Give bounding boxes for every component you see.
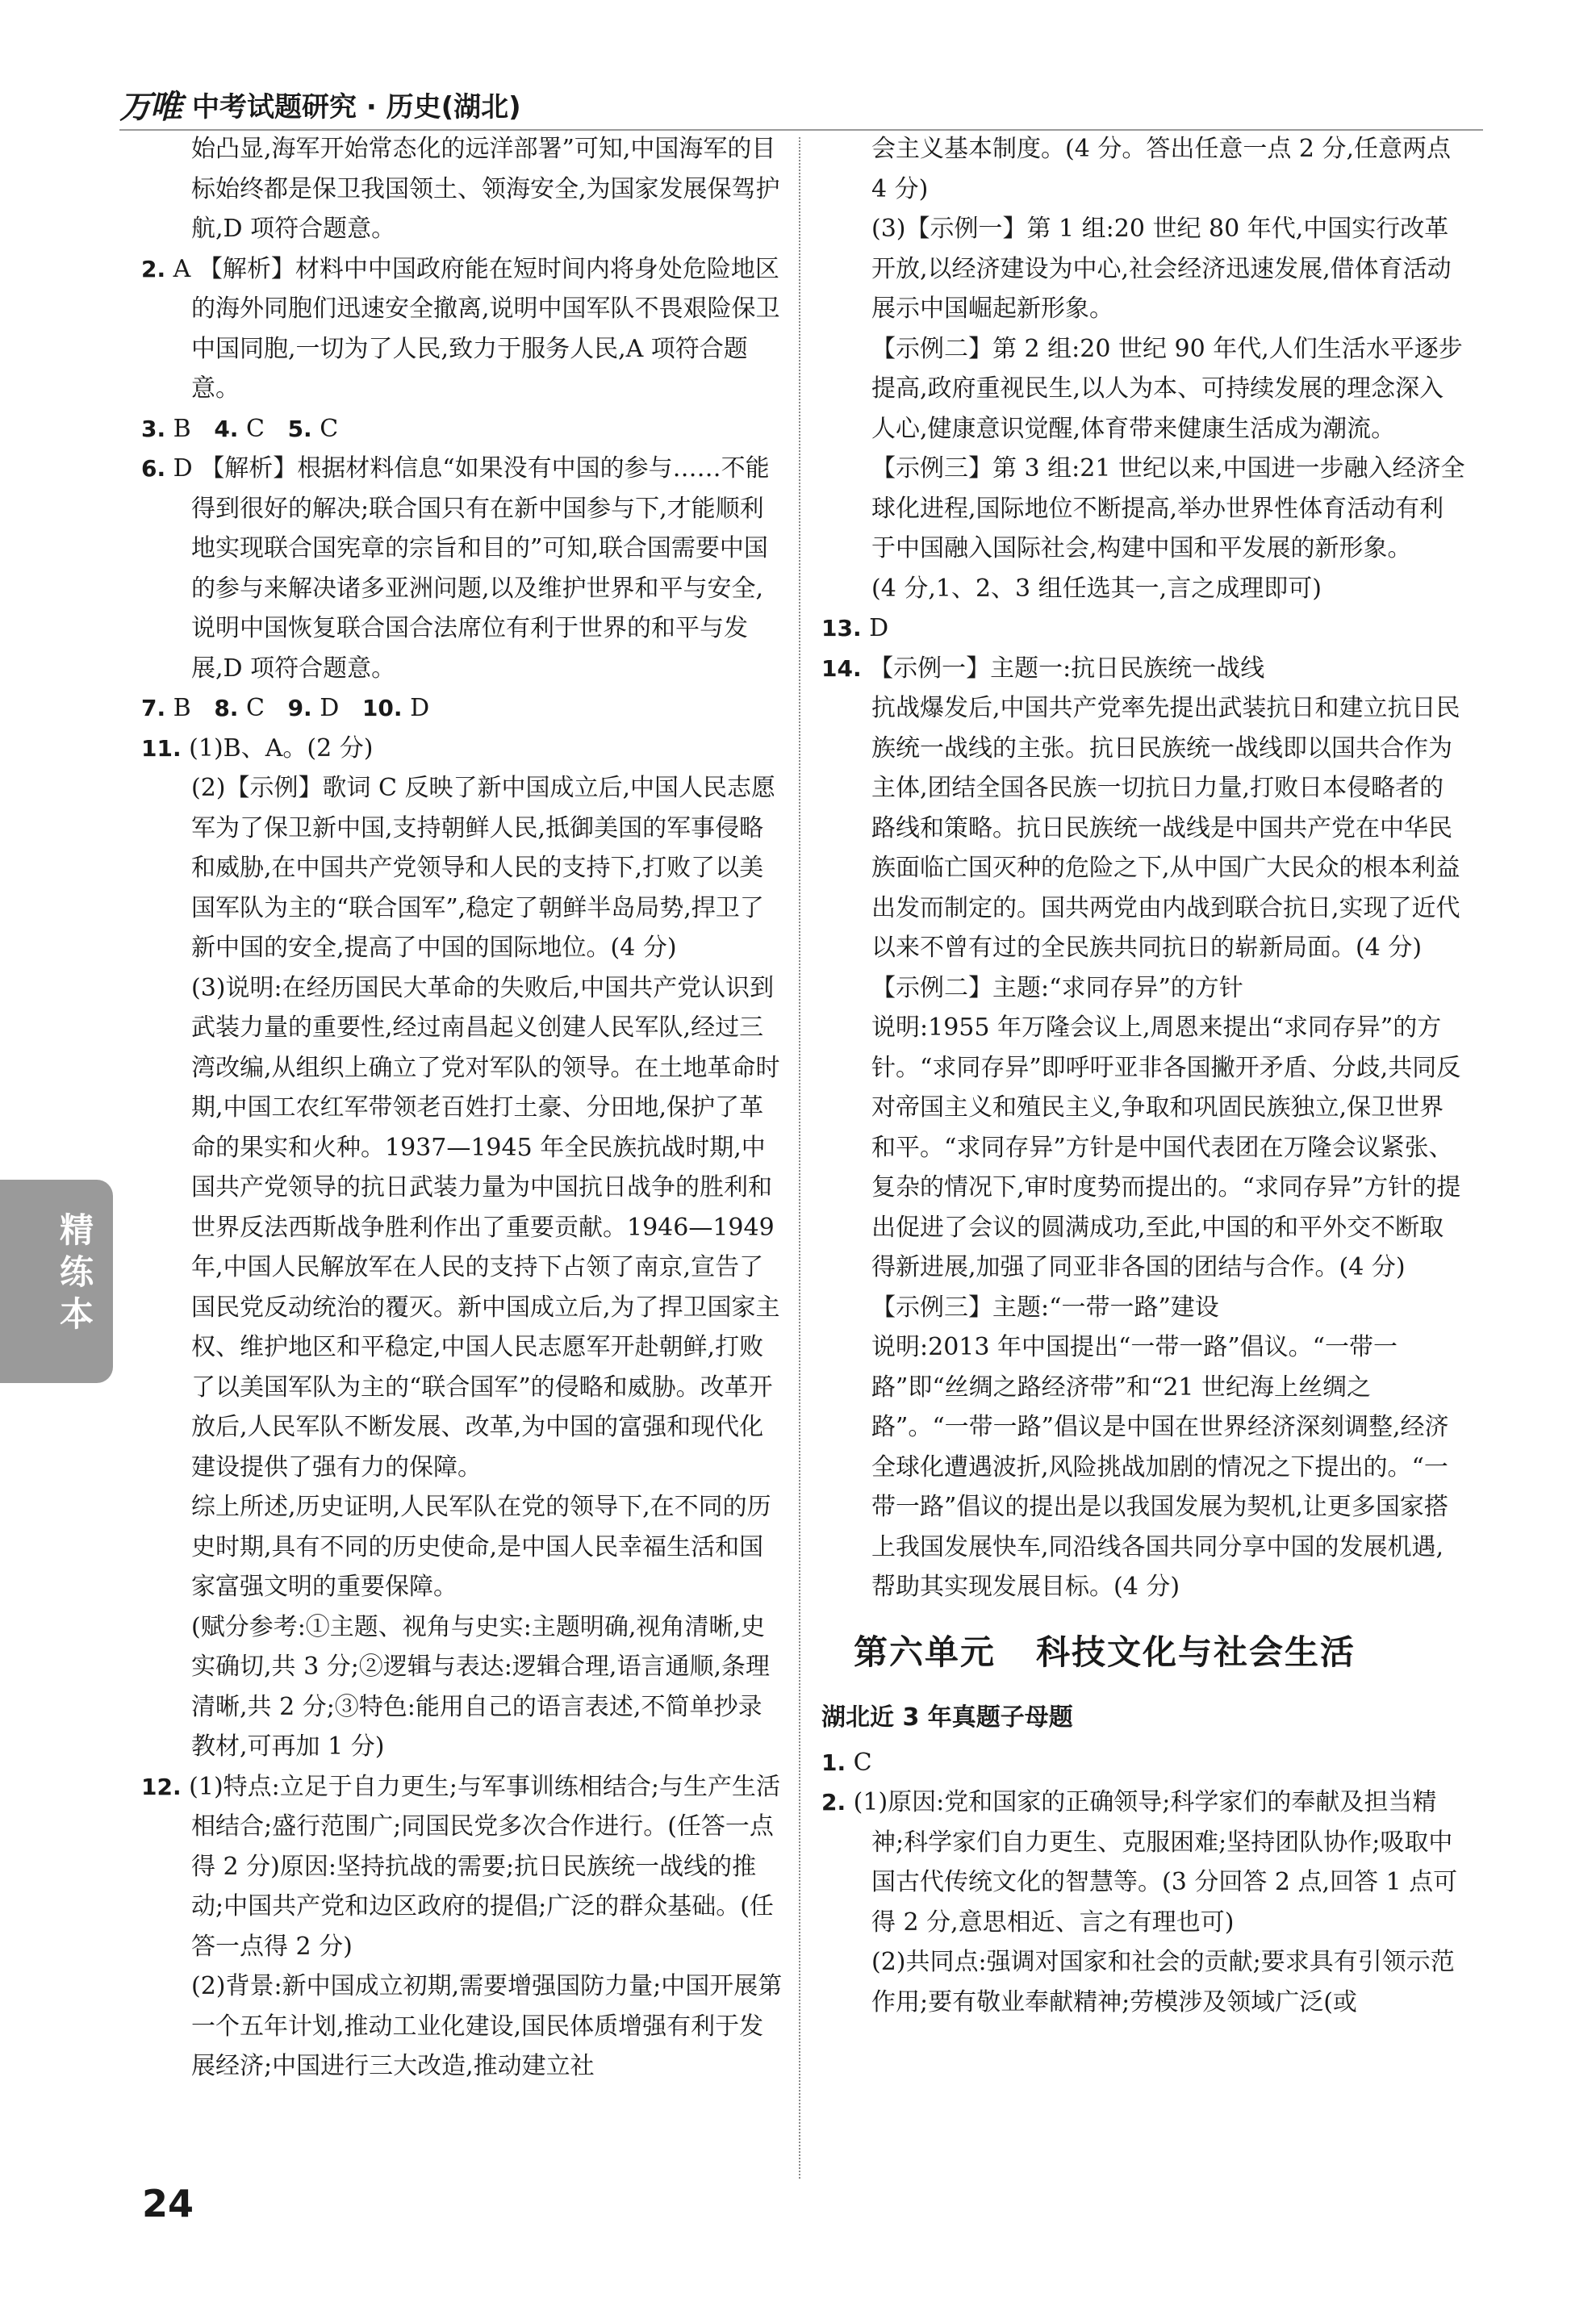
unit6-answer-item-2-part-1 [821,1782,1467,1942]
answer-item-11-part-2: (2)【示例】歌词 C 反映了新中国成立后,中国人民志愿军为了保卫新中国,支持朝鲜人民,抵御美国的军事侵略和威胁,在中国共产党领导和人民的支持下,打败了以美国军队为主的“联合国军”,稳定了朝鲜半岛局势,捍卫了新中国的安全,提高了中国的国际地位。(4 分) [191,774,776,962]
question-number: 14. [821,654,862,682]
page-number: 24 [142,2182,194,2225]
column-divider [799,137,800,2179]
section-subheading: 湖北近 3 年真题子母题 [821,1703,1073,1732]
unit6-answer-item-2-part-2: (2)共同点:强调对国家和社会的贡献;要求具有引领示范作用;要有敬业奉献精神;劳模涉及领域广泛(或 [871,1948,1455,2016]
answer-text: A 【解析】材料中中国政府能在短时间内将身处危险地区的海外同胞们迅速安全撤离,说明中国军队不畏艰险保卫中国同胞,一切为了人民,致力于服务人民,A 项符合题意。 [173,254,780,403]
example-text: 说明:1955 年万隆会议上,周恩来提出“求同存异”的方针。“求同存异”即呼吁亚非各国撇开矛盾、分歧,共同反对帝国主义和殖民主义,争取和巩固民族独立,保卫世界和平。“求同存异”方针是中国代表团在万隆会议紧张、复杂的情况下,审时度势而提出的。“求同存异”方针的提出促进了会议的圆满成功,至此,中国的和平外交不断取得新进展,加强了同亚非各国的团结与合作。(4 分) [871,1013,1461,1281]
answer-choice: D [320,694,340,722]
unit-number: 第六单元 [854,1632,996,1672]
question-number: 11. [141,734,182,762]
answer-choice: C [320,414,339,443]
answer-item-6 [141,449,783,688]
unit6-answer-item-1 [821,1743,1467,1783]
question-number: 13. [821,615,862,641]
question-number: 3. [141,415,166,442]
answer-items-7-10 [141,688,783,729]
question-number: 10. [361,695,403,721]
answer-item-2 [141,249,783,409]
answer-choice: B [173,414,191,443]
side-tab [0,1180,113,1383]
question-number: 2. [141,255,166,282]
answer-item-14 [821,649,1467,689]
answer-item-11-part-3: (3)说明:在经历国民大革命的失败后,中国共产党认识到武装力量的重要性,经过南昌起义创建人民军队,经过三湾改编,从组织上确立了党对军队的领导。在土地革命时期,中国工农红军带领老百姓打土豪、分田地,保护了革命的果实和火种。1937—1945 年全民族抗战时期,中国共产党领导的抗日武装力量为中国抗日战争的胜利和世界反法西斯战争胜利作出了重要贡献。1946—1949 年,中国人民解放军在人民的支持下占领了南京,宣告了国民党反动统治的覆灭。新中国成立后,为了捍卫国家主权、维护地区和平稳定,中国人民志愿军开赴朝鲜,打败了以美国军队为主的“联合国军”的侵略和威胁。改革开放后,人民军队不断发展、改革,为中国的富强和现代化建设提供了强有力的保障。 [191,973,780,1481]
example-heading: 【示例一】主题一:抗日民族统一战线 [869,654,1265,683]
answer-item-11-part-1 [141,729,783,769]
answer-text: (1)原因:党和国家的正确领导;科学家们的奉献及担当精神;科学家们自力更生、克服困难;坚持团队协作;吸取中国古代传统文化的智慧等。(3 分回答 2 点,回答 1 点可得 2 分,意思相近、言之有理也可) [853,1788,1458,1937]
brand-logo: 万唯 [119,88,181,126]
answer-choice: C [853,1748,872,1777]
answer-item-12-part-1 [141,1767,783,1967]
question-number: 2. [821,1789,846,1816]
answer-text: D 【解析】根据材料信息“如果没有中国的参与……不能得到很好的解决;联合国只有在新中国参与下,才能顺利地实现联合国宪章的宗旨和目的”可知,联合国需要中国的参与来解决诸多亚洲问题,以及维护世界和平与安全,说明中国恢复联合国合法席位有利于世界的和平与发展,D 项符合题意。 [173,454,770,683]
example-three: 【示例三】第 3 组:21 世纪以来,中国进一步融入经济全球化进程,国际地位不断提高,举办世界性体育活动有利于中国融入国际社会,构建中国和平发展的新形象。 [871,454,1465,562]
unit-name: 科技文化与社会生活 [1036,1632,1356,1672]
page-header [119,84,521,124]
answer-choice: C [246,694,265,722]
example-two: 【示例二】第 2 组:20 世纪 90 年代,人们生活水平逐步提高,政府重视民生,以人为本、可持续发展的理念深入人心,健康意识觉醒,体育带来健康生活成为潮流。 [871,334,1463,443]
example-heading: 【示例三】主题:“一带一路”建设 [871,1293,1219,1322]
answer-choice: D [869,614,889,642]
answer-items-3-5 [141,409,783,449]
question-number: 5. [287,415,312,442]
book-title: 中考试题研究 · 历史(湖北) [192,90,521,123]
left-column [141,129,783,2087]
example-text: 说明:2013 年中国提出“一带一路”倡议。“一带一路”即“丝绸之路经济带”和“21 世纪海上丝绸之路”。“一带一路”倡议是中国在世界经济深刻调整,经济全球化遭遇波折,风险挑战加剧的情况之下提出的。“一带一路”倡议的提出是以我国发展为契机,让更多国家搭上我国发展快车,同沿线各国共同分享中国的发展机遇,帮助其实现发展目标。(4 分) [871,1333,1449,1601]
question-number: 12. [141,1773,182,1800]
answer-text: (1)B、A。(2 分) [189,733,374,763]
answer-choice: D [410,694,430,722]
question-number: 8. [214,695,239,721]
continued-answer: 会主义基本制度。(4 分。答出任意一点 2 分,任意两点 4 分) [871,135,1452,203]
example-heading: 【示例二】主题:“求同存异”的方针 [871,973,1243,1002]
scoring-note: (4 分,1、2、3 组任选其一,言之成理即可) [871,574,1322,603]
question-number: 1. [821,1749,846,1776]
example-one: (3)【示例一】第 1 组:20 世纪 80 年代,中国实行改革开放,以经济建设为中心,社会经济迅速发展,借体育活动展示中国崛起新形象。 [871,215,1452,323]
answer-item-11-summary: 综上所述,历史证明,人民军队在党的领导下,在不同的历史时期,具有不同的历史使命,是中国人民幸福生活和国家富强文明的重要保障。 [191,1493,771,1601]
unit-title [854,1612,1467,1693]
answer-choice: C [246,414,265,443]
continued-answer: 始凸显,海军开始常态化的远洋部署”可知,中国海军的目标始终都是保卫我国领土、领海安全,为国家发展保驾护航,D 项符合题意。 [191,135,780,243]
right-column [821,129,1467,2022]
question-number: 9. [287,695,312,721]
question-number: 6. [141,455,166,482]
answer-choice: B [173,694,191,722]
answer-item-12-part-2: (2)背景:新中国成立初期,需要增强国防力量;中国开展第一个五年计划,推动工业化建设,国民体质增强有利于发展经济;中国进行三大改造,推动建立社 [191,1972,783,2080]
answer-text: (1)特点:立足于自力更生;与军事训练相结合;与生产生活相结合;盛行范围广;同国民党多次合作进行。(任答一点得 2 分)原因:坚持抗战的需要;抗日民族统一战线的推动;中国共产党和边区政府的提倡;广泛的群众基础。(任答一点得 2 分) [189,1772,780,1961]
question-number: 4. [214,415,239,442]
question-number: 7. [141,695,166,721]
side-tab-label: 精练本 [55,1212,94,1338]
answer-item-13 [821,608,1467,649]
scoring-reference: (赋分参考:①主题、视角与史实:主题明确,视角清晰,史实确切,共 3 分;②逻辑与表达:逻辑合理,语言通顺,条理清晰,共 2 分;③特色:能用自己的语言表述,不简单抄录教材,可再加 1 分) [191,1612,770,1761]
example-text: 抗战爆发后,中国共产党率先提出武装抗日和建立抗日民族统一战线的主张。抗日民族统一战线即以国共合作为主体,团结全国各民族一切抗日力量,打败日本侵略者的路线和策略。抗日民族统一战线是中国共产党在中华民族面临亡国灭种的危险之下,从中国广大民众的根本利益出发而制定的。国共两党由内战到联合抗日,实现了近代以来不曾有过的全民族共同抗日的崭新局面。(4 分) [871,694,1460,962]
